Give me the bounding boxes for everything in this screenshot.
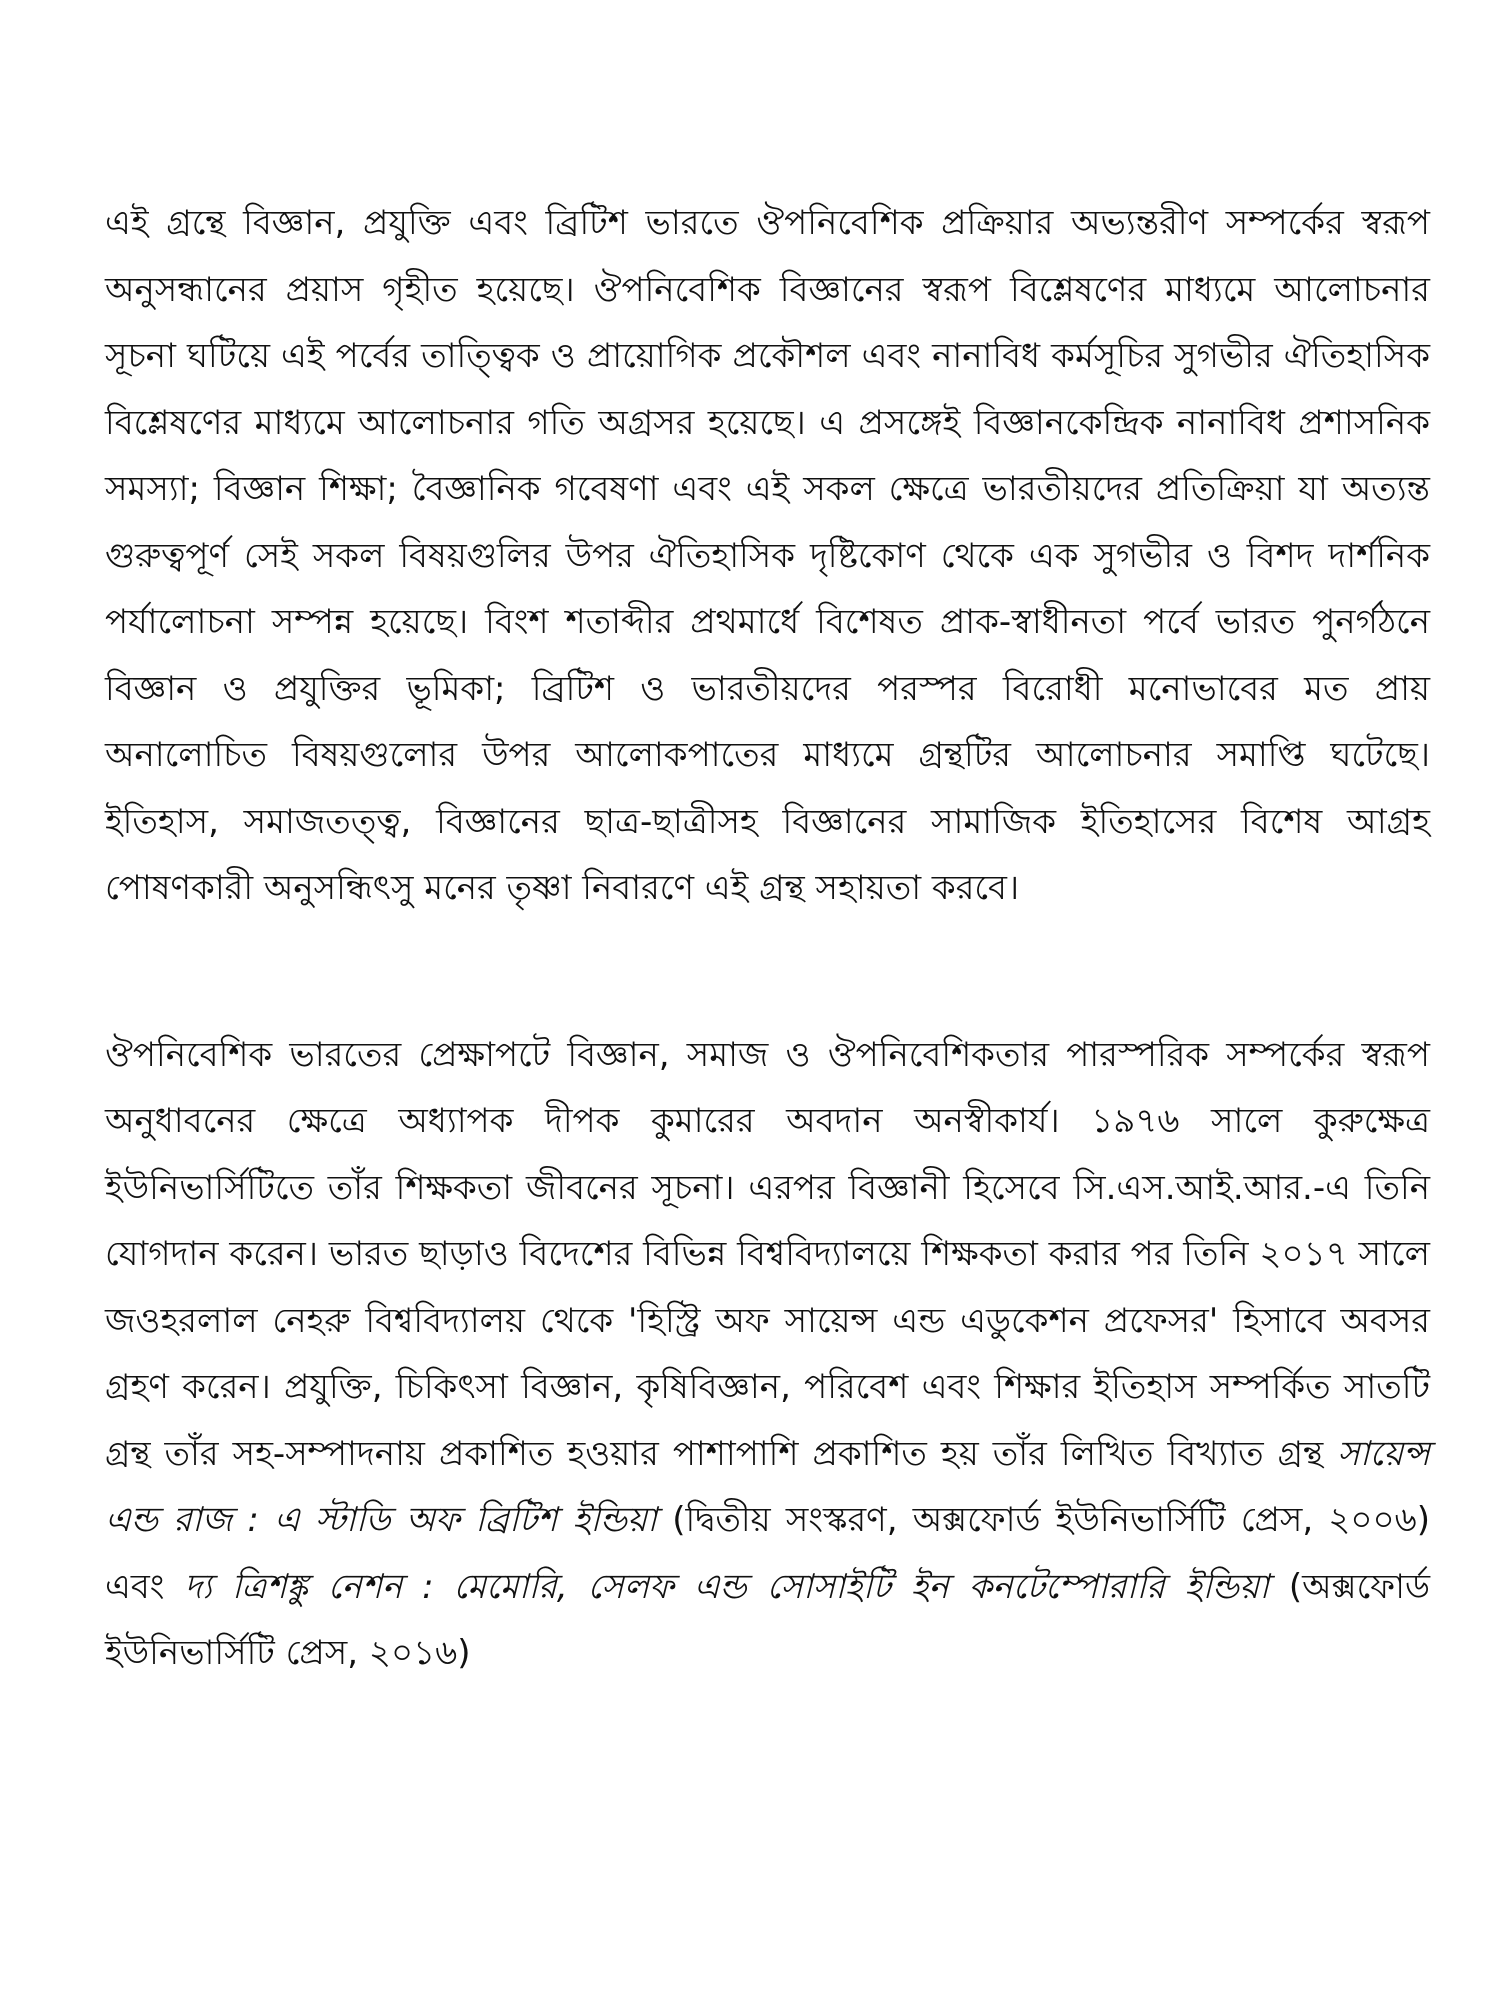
book-title-science-and-raj: সায়েন্স এন্ড রাজ : এ স্টাডি অফ ব্রিটিশ ইন্ডিয়া (105, 1433, 1430, 1540)
book-title-trishanku-nation: দ্য ত্রিশঙ্কু নেশন : মেমোরি, সেলফ এন্ড সোসাইটি ইন কনটেম্পোরারি ইন্ডিয়া (184, 1566, 1270, 1607)
description-paragraph: এই গ্রন্থে বিজ্ঞান, প্রযুক্তি এবং ব্রিটিশ ভারতে ঔপনিবেশিক প্রক্রিয়ার অভ্যন্তরীণ সম্পর্কের স্বরূপ অনুসন্ধানের প্রয়াস গৃহীত হয়েছে। ঔপনিবেশিক বিজ্ঞানের স্বরূপ বিশ্লেষণের মাধ্যমে আলোচনার সূচনা ঘটিয়ে এই পর্বের তাত্ত্বিক ও প্রায়োগিক প্রকৌশল এবং নানাবিধ কর্মসূচির সুগভীর ঐতিহাসিক বিশ্লেষণের মাধ্যমে আলোচনার গতি অগ্রসর হয়েছে। এ প্রসঙ্গেই বিজ্ঞানকেন্দ্রিক নানাবিধ প্রশাসনিক সমস্যা; বিজ্ঞান শিক্ষা; বৈজ্ঞানিক গবেষণা এবং এই সকল ক্ষেত্রে ভারতীয়দের প্রতিক্রিয়া যা অত্যন্ত গুরুত্বপূর্ণ সেই সকল বিষয়গুলির উপর ঐতিহাসিক দৃষ্টিকোণ থেকে এক সুগভীর ও বিশদ দার্শনিক পর্যালোচনা সম্পন্ন হয়েছে। বিংশ শতাব্দীর প্রথমার্ধে বিশেষত প্রাক-স্বাধীনতা পর্বে ভারত পুনর্গঠনে বিজ্ঞান ও প্রযুক্তির ভূমিকা; ব্রিটিশ ও ভারতীয়দের পরস্পর বিরোধী মনোভাবের মত প্রায় অনালোচিত বিষয়গুলোর উপর আলোকপাতের মাধ্যমে গ্রন্থটির আলোচনার সমাপ্তি ঘটেছে। ইতিহাস, সমাজতত্ত্ব, বিজ্ঞানের ছাত্র-ছাত্রীসহ বিজ্ঞানের সামাজিক ইতিহাসের বিশেষ আগ্রহ পোষণকারী অনুসন্ধিৎসু মনের তৃষ্ণা নিবারণে এই গ্রন্থ সহায়তা করবে। (105, 203, 1430, 908)
author-bio-paragraph (105, 1022, 1430, 1687)
author-bio-intro: ঔপনিবেশিক ভারতের প্রেক্ষাপটে বিজ্ঞান, সমাজ ও ঔপনিবেশিকতার পারস্পরিক সম্পর্কের স্বরূপ অনুধাবনের ক্ষেত্রে অধ্যাপক দীপক কুমারের অবদান অনস্বীকার্য। ১৯৭৬ সালে কুরুক্ষেত্র ইউনিভার্সিটিতে তাঁর শিক্ষকতা জীবনের সূচনা। এরপর বিজ্ঞানী হিসেবে সি.এস.আই.আর.-এ তিনি যোগদান করেন। ভারত ছাড়াও বিদেশের বিভিন্ন বিশ্ববিদ্যালয়ে শিক্ষকতা করার পর তিনি ২০১৭ সালে জওহরলাল নেহরু বিশ্ববিদ্যালয় থেকে 'হিস্ট্রি অফ সায়েন্স এন্ড এডুকেশন প্রফেসর' হিসাবে অবসর গ্রহণ করেন। প্রযুক্তি, চিকিৎসা বিজ্ঞান, কৃষিবিজ্ঞান, পরিবেশ এবং শিক্ষার ইতিহাস সম্পর্কিত সাতটি গ্রন্থ তাঁর সহ-সম্পাদনায় প্রকাশিত হওয়ার পাশাপাশি প্রকাশিত হয় তাঁর লিখিত বিখ্যাত গ্রন্থ (105, 1034, 1430, 1474)
book-note-trishanku-nation: (অক্সফোর্ড ইউনিভার্সিটি প্রেস, ২০১৬) (105, 1566, 1430, 1673)
book-note-science-and-raj: (দ্বিতীয় সংস্করণ, অক্সফোর্ড ইউনিভার্সিটি প্রেস, ২০০৬) এবং (105, 1500, 1430, 1607)
book-blurb (105, 190, 1430, 1687)
